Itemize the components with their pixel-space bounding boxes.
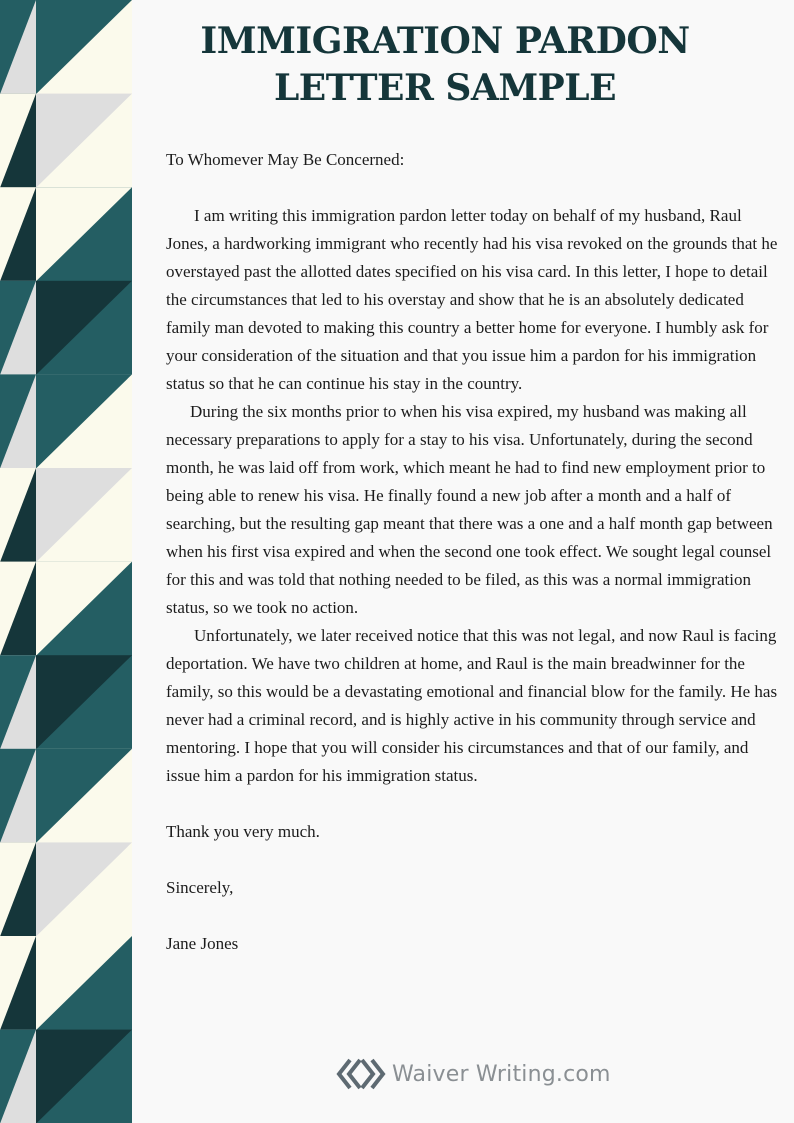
letter-body (166, 146, 778, 958)
decorative-triangle-pattern (0, 0, 132, 1123)
title-line-1: IMMIGRATION PARDON (200, 20, 690, 62)
signoff: Sincerely, (166, 878, 234, 897)
salutation: To Whomever May Be Concerned: (166, 150, 405, 169)
chevron-stack-icon (336, 1057, 386, 1091)
thanks-line: Thank you very much. (166, 822, 320, 841)
signature: Jane Jones (166, 934, 239, 953)
paragraph-3: Unfortunately, we later received notice that this was not legal, and now Raul is facing deportation. We have two children at home, and Raul is the main breadwinner for the family, so this would be a devastating emotional and financial blow for the family. He has never had a criminal record, and is highly active in his community through service and mentoring. I hope that you will consider his circumstances and that of our family, and issue him a pardon for his immigration status. (166, 626, 778, 785)
title-line-2: LETTER SAMPLE (273, 67, 617, 109)
logo-text: Waiver Writing.com (392, 1061, 611, 1087)
footer-logo[interactable] (336, 1056, 611, 1092)
page-title (150, 18, 740, 112)
paragraph-2: During the six months prior to when his visa expired, my husband was making all necessary preparations to apply for a stay to his visa. Unfortunately, during the second month, he was laid off from work, which meant he had to find new employment prior to being able to renew his visa. He finally found a new job after a month and a half of searching, but the resulting gap meant that there was a one and a half month gap between when his first visa expired and when the second one took effect. We sought legal counsel for this and was told that nothing needed to be filed, as this was a normal immigration status, so we took no action. (166, 402, 773, 617)
paragraph-1: I am writing this immigration pardon letter today on behalf of my husband, Raul Jones, a hardworking immigrant who recently had his visa revoked on the grounds that he overstayed past the allotted dates specified on his visa card. In this letter, I hope to detail the circumstances that led to his overstay and show that he is an absolutely dedicated family man devoted to making this country a better home for everyone. I humbly ask for your consideration of the situation and that you issue him a pardon for his immigration status so that he can continue his stay in the country. (166, 206, 778, 393)
